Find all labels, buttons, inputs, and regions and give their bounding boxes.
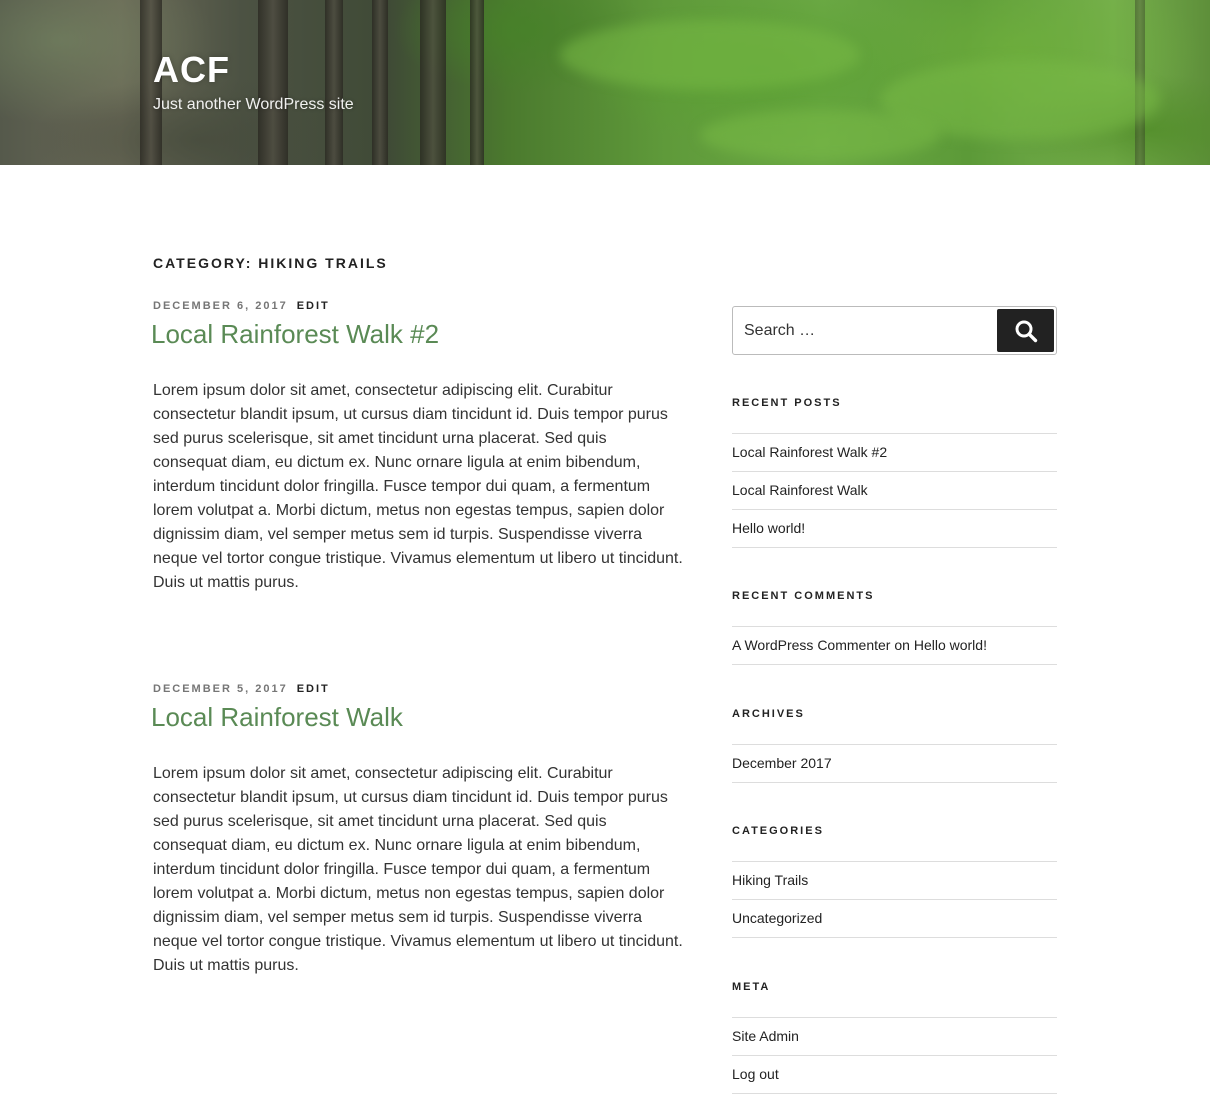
comment-author-link[interactable]: A WordPress Commenter — [732, 637, 891, 653]
widget-title: ARCHIVES — [732, 708, 805, 720]
widget-title: META — [732, 981, 771, 993]
search-icon — [1014, 319, 1038, 343]
archives-list — [732, 744, 1057, 783]
page-title: CATEGORY: HIKING TRAILS — [153, 255, 388, 271]
widget-title: CATEGORIES — [732, 825, 824, 837]
header-image-foliage — [700, 110, 940, 160]
post-entry — [153, 683, 683, 978]
list-item — [732, 1055, 1057, 1094]
edit-post-link[interactable]: EDIT — [296, 300, 330, 312]
site-admin-link[interactable]: Site Admin — [732, 1028, 799, 1044]
edit-post-link[interactable]: EDIT — [296, 683, 330, 695]
widget-archives — [732, 708, 1057, 783]
list-item — [732, 626, 1057, 665]
recent-comments-list — [732, 626, 1057, 665]
recent-posts-list — [732, 433, 1057, 548]
recent-post-link[interactable]: Local Rainforest Walk #2 — [732, 444, 888, 460]
site-branding — [153, 50, 354, 114]
list-item — [732, 899, 1057, 938]
list-item — [732, 744, 1057, 783]
category-link[interactable]: Uncategorized — [732, 910, 823, 926]
search-input[interactable] — [733, 307, 999, 354]
meta-list — [732, 1017, 1057, 1094]
recent-post-link[interactable]: Hello world! — [732, 520, 806, 536]
post-meta — [153, 300, 683, 316]
widget-recent-comments — [732, 590, 1057, 665]
list-item — [732, 471, 1057, 509]
comment-connector: on — [894, 637, 910, 653]
widget-title: RECENT POSTS — [732, 397, 842, 409]
list-item — [732, 1017, 1057, 1055]
header-image-trunk — [372, 0, 388, 165]
search-form — [732, 306, 1057, 355]
header-image-trunk — [420, 0, 446, 165]
post-meta — [153, 683, 683, 699]
widget-meta — [732, 981, 1057, 1094]
search-button[interactable] — [997, 309, 1054, 352]
recent-post-link[interactable]: Local Rainforest Walk — [732, 482, 868, 498]
sidebar — [732, 306, 1057, 1082]
widget-categories — [732, 825, 1057, 938]
comment-post-link[interactable]: Hello world! — [913, 637, 987, 653]
post-content: Lorem ipsum dolor sit amet, consectetur adipiscing elit. Curabitur consectetur blandit ipsum, ut cursus diam tincidunt id. Duis tempor purus sed purus scelerisque, sit amet tincidunt urna placerat. Sed quis consequat diam, eu dictum ex. Nunc ornare ligula at enim bibendum, interdum tincidunt dolor fringilla. Fusce tempor dui quam, a fermentum lorem volutpat a. Morbi dictum, metus non egestas tempus, sapien dolor dignissim diam, vel semper metus sem id turpis. Suspendisse viverra neque vel tortor congue tristique. Vivamus elementum ut libero ut tincidunt. Duis ut mattis purus. — [153, 765, 683, 974]
post-entry — [153, 300, 683, 595]
list-item — [732, 861, 1057, 899]
site-title[interactable]: ACF — [153, 49, 230, 90]
widget-recent-posts — [732, 397, 1057, 548]
logout-link[interactable]: Log out — [732, 1066, 779, 1082]
category-link[interactable]: Hiking Trails — [732, 872, 809, 888]
list-item — [732, 509, 1057, 548]
header-image-trunk — [470, 0, 484, 165]
site-description: Just another WordPress site — [153, 96, 354, 113]
post-date[interactable]: DECEMBER 5, 2017 — [153, 683, 288, 695]
list-item — [732, 433, 1057, 471]
site-header — [0, 0, 1210, 165]
header-image-foliage — [560, 20, 860, 90]
post-date[interactable]: DECEMBER 6, 2017 — [153, 300, 288, 312]
widget-title: RECENT COMMENTS — [732, 590, 875, 602]
post-title[interactable]: Local Rainforest Walk #2 — [151, 319, 440, 349]
post-content: Lorem ipsum dolor sit amet, consectetur adipiscing elit. Curabitur consectetur blandit ipsum, ut cursus diam tincidunt id. Duis tempor purus sed purus scelerisque, sit amet tincidunt urna placerat. Sed quis consequat diam, eu dictum ex. Nunc ornare ligula at enim bibendum, interdum tincidunt dolor fringilla. Fusce tempor dui quam, a fermentum lorem volutpat a. Morbi dictum, metus non egestas tempus, sapien dolor dignissim diam, vel semper metus sem id turpis. Suspendisse viverra neque vel tortor congue tristique. Vivamus elementum ut libero ut tincidunt. Duis ut mattis purus. — [153, 382, 683, 591]
post-title[interactable]: Local Rainforest Walk — [151, 702, 403, 732]
archive-link[interactable]: December 2017 — [732, 755, 832, 771]
categories-list — [732, 861, 1057, 938]
